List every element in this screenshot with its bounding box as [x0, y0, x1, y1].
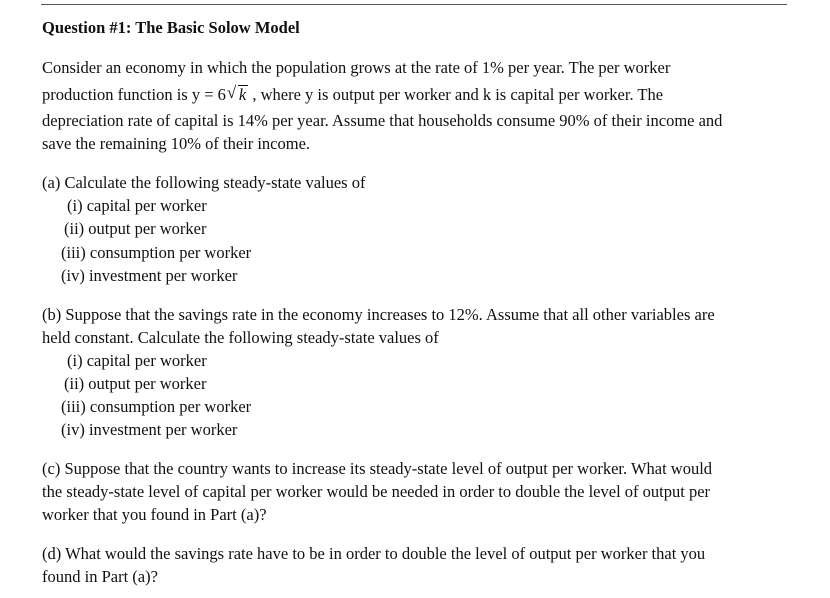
intro-line-1: Consider an economy in which the population grows at the rate of 1% per year. The per worker — [42, 58, 671, 77]
part-c-line-1: (c) Suppose that the country wants to increase its steady-state level of output per worker. What would — [42, 459, 713, 478]
square-root-expression — [227, 85, 248, 105]
part-d-line-1: (d) What would the savings rate have to be in order to double the level of output per worker that you — [42, 544, 706, 563]
intro-line-2 — [42, 85, 663, 105]
question-title: Question #1: The Basic Solow Model — [42, 18, 300, 37]
part-a-item-iii: (iii) consumption per worker — [61, 243, 252, 262]
top-divider — [41, 4, 787, 5]
part-c-line-2: the steady-state level of capital per worker would be needed in order to double the level of output per — [42, 482, 711, 501]
part-b-item-iii: (iii) consumption per worker — [61, 397, 252, 416]
part-a-item-ii: (ii) output per worker — [64, 219, 207, 238]
part-b-item-ii: (ii) output per worker — [64, 374, 207, 393]
part-b-item-i: (i) capital per worker — [67, 351, 207, 370]
radical-sign: √ — [226, 83, 237, 102]
part-b-line-2: held constant. Calculate the following steady-state values of — [42, 328, 439, 347]
part-a-heading: (a) Calculate the following steady-state values of — [42, 173, 366, 192]
intro-line-3: depreciation rate of capital is 14% per year. Assume that households consume 90% of their income and — [42, 111, 723, 130]
part-a-item-i: (i) capital per worker — [67, 196, 207, 215]
radicand-k: k — [238, 85, 247, 104]
part-a-item-iv: (iv) investment per worker — [61, 266, 238, 285]
part-c-line-3: worker that you found in Part (a)? — [42, 505, 267, 524]
intro-line-2-start: production function is y = 6 — [42, 85, 226, 104]
part-b-line-1: (b) Suppose that the savings rate in the economy increases to 12%. Assume that all other variables are — [42, 305, 715, 324]
intro-line-2-end: , where y is output per worker and k is capital per worker. The — [248, 85, 664, 104]
part-b-item-iv: (iv) investment per worker — [61, 420, 238, 439]
part-d-line-2: found in Part (a)? — [42, 567, 158, 586]
intro-line-4: save the remaining 10% of their income. — [42, 134, 311, 153]
